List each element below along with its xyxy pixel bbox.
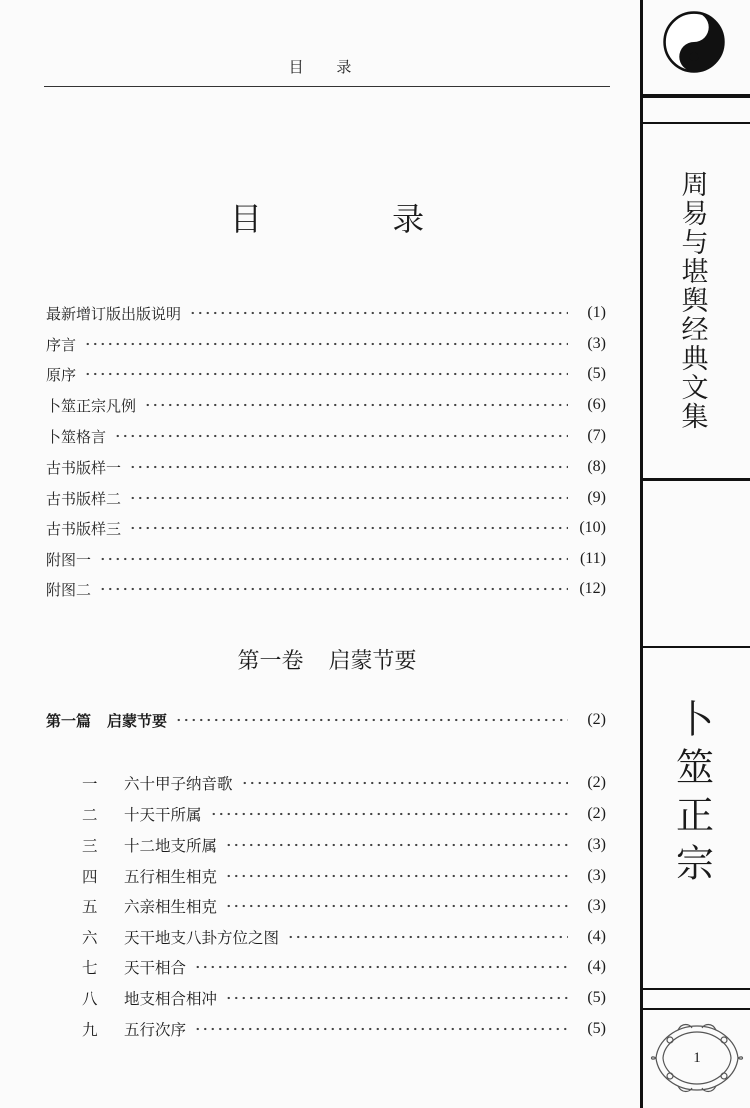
dot-leader [175, 717, 568, 723]
section-entry[interactable] [82, 864, 606, 888]
chapter-page: (2) [587, 711, 606, 728]
dot-leader [129, 525, 568, 531]
toc-entry-page: (7) [587, 427, 606, 444]
section-number: 八 [82, 990, 98, 1008]
dot-leader [99, 556, 568, 562]
section-number: 五 [82, 898, 98, 916]
section-number: 四 [82, 868, 98, 886]
side-band-divider [640, 1008, 750, 1010]
book-title: 卜筮正宗 [669, 699, 714, 891]
section-number: 三 [82, 837, 98, 855]
section-label: 天干地支八卦方位之图 [124, 929, 280, 947]
toc-entry-label: 附图二 [46, 580, 92, 599]
section-page: (5) [587, 989, 606, 1006]
dot-leader [114, 433, 568, 439]
dot-leader [287, 934, 568, 940]
dot-leader [225, 873, 568, 879]
toc-entry-page: (6) [587, 396, 606, 413]
dot-leader [99, 586, 568, 592]
toc-entry-page: (10) [579, 519, 606, 536]
section-page: (2) [587, 805, 606, 822]
toc-entry-label: 古书版样一 [46, 458, 122, 477]
dot-leader [189, 310, 568, 316]
toc-entry-label: 序言 [46, 335, 77, 354]
running-head: 目 录 [288, 58, 366, 76]
toc-entry-label: 原序 [46, 365, 77, 384]
toc-entry[interactable] [46, 393, 606, 417]
section-entry[interactable] [82, 955, 606, 979]
dot-leader [241, 780, 568, 786]
toc-entry-page: (1) [587, 304, 606, 321]
section-number: 七 [82, 959, 98, 977]
dot-leader [210, 811, 568, 817]
side-band-divider [640, 646, 750, 648]
toc-entry-label: 卜筮正宗凡例 [46, 396, 137, 415]
dot-leader [194, 1026, 568, 1032]
toc-entry[interactable] [46, 424, 606, 448]
section-page: (2) [587, 774, 606, 791]
section-label: 五行相生相克 [124, 868, 218, 886]
page-title: 目 录 [229, 200, 485, 238]
toc-entry[interactable] [46, 486, 606, 510]
section-page: (3) [587, 867, 606, 884]
section-label: 地支相合相冲 [124, 990, 218, 1008]
section-label: 六十甲子纳音歌 [124, 775, 233, 793]
dot-leader [225, 903, 568, 909]
section-page: (4) [587, 928, 606, 945]
section-label: 六亲相生相克 [124, 898, 218, 916]
toc-entry[interactable] [46, 301, 606, 325]
dot-leader [84, 341, 568, 347]
dot-leader [194, 964, 568, 970]
section-entry[interactable] [82, 771, 606, 795]
side-band-divider [640, 988, 750, 990]
toc-entry[interactable] [46, 516, 606, 540]
section-label: 十二地支所属 [124, 837, 218, 855]
side-band-divider [640, 122, 750, 124]
toc-entry-label: 附图一 [46, 550, 92, 569]
toc-entry[interactable] [46, 455, 606, 479]
toc-entry-page: (12) [579, 580, 606, 597]
toc-entry[interactable] [46, 332, 606, 356]
section-entry[interactable] [82, 925, 606, 949]
dot-leader [129, 495, 568, 501]
section-label: 天干相合 [124, 959, 187, 977]
section-entry[interactable] [82, 894, 606, 918]
dot-leader [144, 402, 568, 408]
toc-entry-label: 最新增订版出版说明 [46, 304, 182, 323]
chapter-label: 启蒙节要 [107, 711, 168, 730]
section-entry[interactable] [82, 833, 606, 857]
dot-leader [129, 464, 568, 470]
toc-entry[interactable] [46, 362, 606, 386]
section-entry[interactable] [82, 1017, 606, 1041]
dot-leader [225, 842, 568, 848]
toc-entry-page: (3) [587, 335, 606, 352]
section-number: 二 [82, 806, 98, 824]
section-page: (3) [587, 836, 606, 853]
toc-entry-page: (8) [587, 458, 606, 475]
section-entry[interactable] [82, 986, 606, 1010]
section-label: 十天干所属 [124, 806, 202, 824]
toc-entry-label: 古书版样二 [46, 489, 122, 508]
toc-entry-label: 古书版样三 [46, 519, 122, 538]
section-number: 九 [82, 1021, 98, 1039]
toc-entry[interactable] [46, 547, 606, 571]
side-band-rule [640, 0, 643, 1108]
toc-entry-page: (11) [579, 550, 606, 567]
section-number: 一 [82, 775, 98, 793]
toc-entry-label: 卜筮格言 [46, 427, 107, 446]
toc-entry[interactable] [46, 577, 606, 601]
header-rule [44, 86, 610, 87]
yin-yang-icon [662, 10, 726, 74]
toc-entry-page: (9) [587, 489, 606, 506]
side-band-divider [640, 94, 750, 98]
section-label: 五行次序 [124, 1021, 187, 1039]
volume-title: 第一卷 启蒙节要 [237, 649, 417, 674]
dot-leader [84, 371, 568, 377]
series-title: 周易与堪舆经典文集 [676, 169, 708, 431]
side-band-divider [640, 478, 750, 481]
section-page: (3) [587, 897, 606, 914]
section-page: (5) [587, 1020, 606, 1037]
dot-leader [225, 995, 568, 1001]
section-number: 六 [82, 929, 98, 947]
page-number: 1 [693, 1049, 701, 1066]
chapter-entry[interactable] [46, 708, 606, 732]
toc-entry-page: (5) [587, 365, 606, 382]
section-entry[interactable] [82, 802, 606, 826]
chapter-number: 第一篇 [46, 711, 92, 730]
section-page: (4) [587, 958, 606, 975]
